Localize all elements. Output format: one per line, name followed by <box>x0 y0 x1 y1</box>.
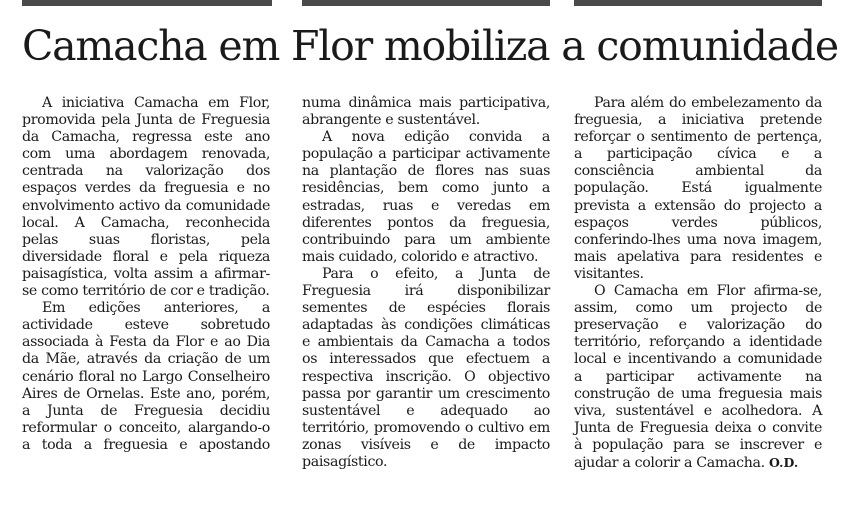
closing-text: O Camacha em Flor afirma-se, assim, como um projecto de preservação e valorização do território, reforçando a identidade local e incentivando a comunidade a participar activamente na construção de uma freguesia mais viva, sustentável e acolhedora. A Junta de Freguesia deixa o convite à população para se inscrever e ajudar a colorir a Camacha. <box>574 283 822 471</box>
paragraph: A nova edição convida a população a participar activamente na plantação de flores nas suas residências, bem como junto a estradas, ruas e veredas em diferentes pontos da freguesia, contribuindo para um ambiente mais cuidado, colorido e atractivo. <box>302 129 550 265</box>
paragraph: Para o efeito, a Junta de Freguesia irá disponibilizar sementes de espécies florais adaptadas às condições climáticas e ambientais da Camacha a todos os interessados que efectuem a respectiva inscrição. O objectivo passa por garantir um crescimento sustentável e adequado ao território, promovendo o cultivo em zonas visíveis e de impacto paisagístico. <box>302 265 550 470</box>
top-rule-segment <box>302 0 550 6</box>
article-column-2 <box>302 95 550 471</box>
paragraph: A iniciativa Camacha em Flor, promovida pela Junta de Freguesia da Camacha, regressa este ano com uma abordagem renovada, centrada na valorização dos espaços verdes da freguesia e no envolvimento activo da comunidade local. A Camacha, reconhecida pelas suas floristas, pela diversidade floral e pela riqueza paisagística, volta assim a afirmar-se como território de cor e tradição. <box>22 95 270 300</box>
top-rule <box>0 0 841 8</box>
author-signature: O.D. <box>768 454 799 470</box>
article-column-3 <box>574 95 822 472</box>
top-rule-segment <box>574 0 822 6</box>
article-column-1 <box>22 95 270 454</box>
paragraph: numa dinâmica mais participativa, abrangente e sustentável. <box>302 95 550 129</box>
top-rule-segment <box>22 0 272 6</box>
paragraph: Em edições anteriores, a actividade esteve sobretudo associada à Festa da Flor e ao Dia da Mãe, através da criação de um cenário floral no Largo Conselheiro Aires de Ornelas. Este ano, porém, a Junta de Freguesia decidiu reformular o conceito, alargando-o a toda a freguesia e apostando <box>22 300 270 453</box>
paragraph: Para além do embelezamento da freguesia, a iniciativa pretende reforçar o sentimento de pertença, a participação cívica e a consciência ambiental da população. Está igualmente prevista a extensão do projecto a espaços verdes públicos, conferindo-lhes uma nova imagem, mais apelativa para residentes e visitantes. <box>574 95 822 282</box>
headline: Camacha em Flor mobiliza a comunidade <box>22 22 838 70</box>
paragraph <box>574 283 822 472</box>
